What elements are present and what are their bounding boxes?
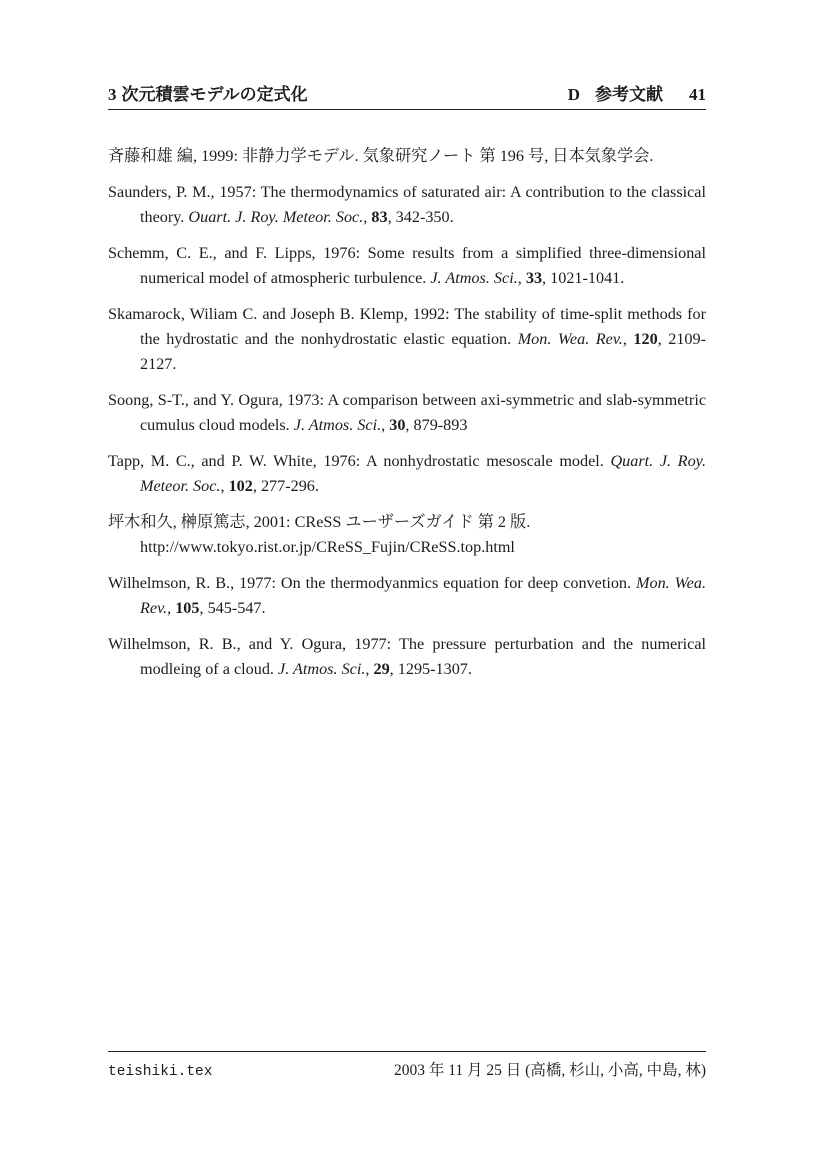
text-run: Schemm, C. E., and F. Lipps, 1976: Some results from a simplified three-dimensional numerical model of atmospheric turbulence. (108, 244, 706, 287)
text-run: , (220, 477, 229, 495)
text-run: , 1021-1041. (542, 269, 625, 287)
text-run: 29 (373, 660, 390, 678)
text-run: , 1295-1307. (389, 660, 472, 678)
text-run: cumulus cloud models. (140, 416, 294, 434)
text-run: 105 (175, 599, 200, 617)
text-run: Tapp, M. C., and P. W. White, 1976: A nonhydrostatic mesoscale model. (108, 452, 611, 470)
reference-entry (108, 571, 706, 621)
header-appendix-title: 参考文献 (595, 85, 663, 104)
reference-list (108, 144, 706, 693)
reference-entry (108, 241, 706, 291)
text-run: Skamarock, Wiliam C. and Joseph B. Klemp, 1992: The stability of time-split methods for the hydrostatic and the nonhydrostatic elastic equation. (108, 305, 706, 348)
text-run: 坪木和久, 榊原篤志, 2001: CReSS ユーザーズガイド 第 2 版. (108, 513, 531, 531)
header-page-number: 41 (689, 85, 706, 104)
header-appendix-letter: D (567, 85, 580, 104)
text-run: slab-symmetric (606, 391, 706, 409)
text-run: , 879-893 (405, 416, 468, 434)
page-footer (108, 1051, 706, 1080)
text-run: Mon. Wea. Rev. (517, 330, 623, 348)
text-run: J. Atmos. Sci. (293, 416, 382, 434)
text-run: Mon. Wea. Rev. (140, 574, 706, 617)
reference-entry (108, 180, 706, 230)
footer-date: 2003 年 11 月 25 日 (高橋, 杉山, 小高, 中島, 林) (394, 1062, 706, 1079)
text-run: 83 (371, 208, 388, 226)
text-run: , 545-547. (199, 599, 266, 617)
reference-entry (108, 302, 706, 377)
header-section-title (108, 80, 308, 105)
header-section-number: 3 (108, 85, 117, 104)
text-run: Wilhelmson, R. B., and Y. Ogura, 1977: The pressure perturbation and the numerical modleing of a cloud. (108, 635, 706, 678)
text-run: , 277-296. (252, 477, 319, 495)
reference-entry (108, 144, 706, 169)
text-run: J. Atmos. Sci. (278, 660, 366, 678)
text-run: Saunders, P. M., 1957: The thermodynamics of saturated air: A contribution to the classical theory. (108, 183, 706, 226)
text-run: J. Atmos. Sci. (430, 269, 518, 287)
text-run: , 342-350. (387, 208, 454, 226)
text-run: , (363, 208, 372, 226)
reference-entry (108, 388, 706, 438)
reference-entry (108, 510, 706, 560)
header-section-text: 次元積雲モデルの定式化 (121, 85, 308, 104)
reference-entry (108, 632, 706, 682)
reference-url: http://www.tokyo.rist.or.jp/CReSS_Fujin/CReSS.top.html (140, 538, 515, 556)
text-run: Quart. J. Roy. Meteor. Soc. (140, 452, 707, 495)
text-run: , (167, 599, 176, 617)
text-run: Ouart. J. Roy. Meteor. Soc. (188, 208, 364, 226)
reference-entry (108, 449, 706, 499)
text-run: 斉藤和雄 編, 1999: 非静力学モデル. 気象研究ノート 第 196 号, 日本気象学会. (108, 147, 654, 165)
text-run: Soong, S-T., and Y. Ogura, 1973: A comparison between axi-symmetric and (108, 391, 607, 409)
text-run: , (517, 269, 526, 287)
text-run: 102 (228, 477, 253, 495)
text-run: 33 (525, 269, 543, 287)
text-run: 30 (389, 416, 406, 434)
text-run: , 2109-2127. (140, 330, 706, 373)
text-run: , (381, 416, 390, 434)
header-appendix-ref (568, 80, 706, 105)
page-header (108, 80, 706, 110)
text-run: 120 (633, 330, 658, 348)
footer-filename: teishiki.tex (108, 1064, 213, 1080)
text-run: , (622, 330, 634, 348)
text-run: Wilhelmson, R. B., 1977: On the thermodyanmics equation for deep convetion. (108, 574, 637, 592)
text-run: , (365, 660, 374, 678)
